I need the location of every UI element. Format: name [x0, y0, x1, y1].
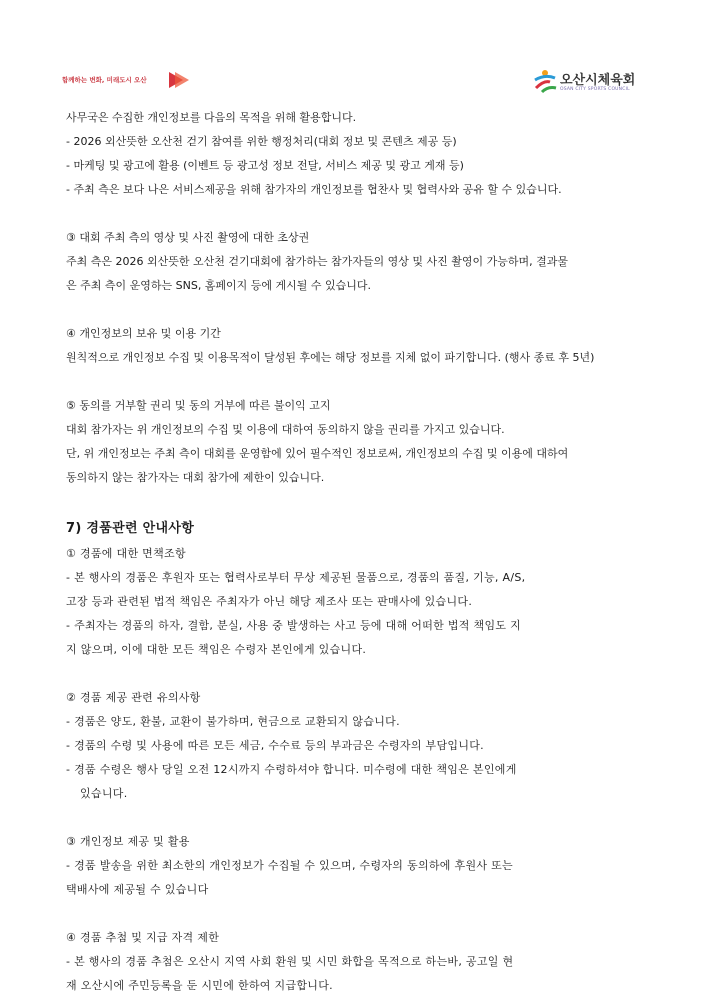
prize-notice-text: - 경품의 수령 및 사용에 따른 모든 세금, 수수료 등의 부과금은 수령자의 부담입니다.: [66, 739, 484, 752]
retention-heading: ④ 개인정보의 보유 및 이용 기간: [66, 327, 221, 340]
prize-privacy-heading: ③ 개인정보 제공 및 활용: [66, 835, 190, 848]
purpose-item: - 2026 외산뜻한 오산천 걷기 참여를 위한 행정처리(대회 정보 및 콘텐츠 제공 등): [66, 135, 457, 148]
prize-privacy-text: 택배사에 제공될 수 있습니다: [66, 883, 209, 896]
prize-section: [66, 516, 648, 998]
document-body: [66, 106, 648, 998]
prize-notice-heading: ② 경품 제공 관련 유의사항: [66, 691, 201, 704]
prize-privacy-text: - 경품 발송을 위한 최소한의 개인정보가 수집될 수 있으며, 수령자의 동의하에 후원사 또는: [66, 859, 513, 872]
refusal-rights-text: 대회 참가자는 위 개인정보의 수집 및 이용에 대하여 동의하지 않을 권리를 가지고 있습니다.: [66, 423, 505, 436]
portrait-rights-text: 주최 측은 2026 외산뜻한 오산천 걷기대회에 참가하는 참가자들의 영상 및 사진 촬영이 가능하며, 결과물: [66, 255, 568, 268]
prize-disclaimer-heading: ① 경품에 대한 면책조항: [66, 547, 186, 560]
prize-notice-text: - 경품 수령은 행사 당일 오전 12시까지 수령하셔야 합니다. 미수령에 대한 책임은 본인에게: [66, 763, 517, 776]
prize-notice-text: 있습니다.: [80, 787, 128, 800]
refusal-rights-heading: ⑤ 동의를 거부할 권리 및 동의 거부에 따른 불이익 고지: [66, 399, 331, 412]
city-slogan: 함께하는 변화, 미래도시 오산: [62, 76, 147, 84]
prize-disclaimer-text: - 주최자는 경품의 하자, 결함, 분실, 사용 중 발생하는 사고 등에 대해 어떠한 법적 책임도 지: [66, 619, 522, 632]
prize-disclaimer-text: 지 않으며, 이에 대한 모든 책임은 수령자 본인에게 있습니다.: [66, 643, 367, 656]
portrait-rights-text: 은 주최 측이 운영하는 SNS, 홈페이지 등에 게시될 수 있습니다.: [66, 279, 372, 292]
prize-disclaimer-text: - 본 행사의 경품은 후원자 또는 협력사로부터 무상 제공된 물품으로, 경품의 품질, 기능, A/S,: [66, 571, 526, 584]
prize-eligibility-text: - 본 행사의 경품 추첨은 오산시 지역 사회 환원 및 시민 화합을 목적으로 하는바, 공고일 현: [66, 955, 514, 968]
refusal-rights-text: 동의하지 않는 참가자는 대회 참가에 제한이 있습니다.: [66, 471, 325, 484]
city-arrow-icon: [167, 70, 189, 90]
sports-council-name: 오산시체육회: [560, 73, 636, 88]
privacy-intro: 사무국은 수집한 개인정보를 다음의 목적을 위해 활용합니다.: [66, 111, 357, 124]
prize-eligibility-text: 재 오산시에 주민등록을 둔 시민에 한하여 지급합니다.: [66, 979, 333, 992]
prize-section-title: 7) 경품관련 안내사항: [66, 521, 195, 536]
purpose-item: - 마케팅 및 광고에 활용 (이벤트 등 광고성 정보 전달, 서비스 제공 및 광고 게재 등): [66, 159, 464, 172]
refusal-rights-text: 단, 위 개인정보는 주최 측이 대회를 운영함에 있어 필수적인 정보로써, 개인정보의 수집 및 이용에 대하여: [66, 447, 569, 460]
prize-eligibility-heading: ④ 경품 추첨 및 지급 자격 제한: [66, 931, 220, 944]
prize-disclaimer-text: 고장 등과 관련된 법적 책임은 주최자가 아닌 해당 제조사 또는 판매사에 있습니다.: [66, 595, 473, 608]
page-header: [0, 0, 707, 110]
sports-council-logo: [532, 68, 662, 98]
retention-text: 원칙적으로 개인정보 수집 및 이용목적이 달성된 후에는 해당 정보를 지체 없이 파기합니다. (행사 종료 후 5년): [66, 351, 595, 364]
city-slogan-logo: [62, 70, 192, 94]
portrait-rights-heading: ③ 대회 주최 측의 영상 및 사진 촬영에 대한 초상권: [66, 231, 310, 244]
sports-council-emblem-icon: [532, 68, 558, 94]
prize-notice-text: - 경품은 양도, 환불, 교환이 불가하며, 현금으로 교환되지 않습니다.: [66, 715, 400, 728]
sports-council-english-name: OSAN CITY SPORTS COUNCIL: [560, 87, 630, 92]
purpose-item: - 주최 측은 보다 나은 서비스제공을 위해 참가자의 개인정보를 협찬사 및 협력사와 공유 할 수 있습니다.: [66, 183, 562, 196]
